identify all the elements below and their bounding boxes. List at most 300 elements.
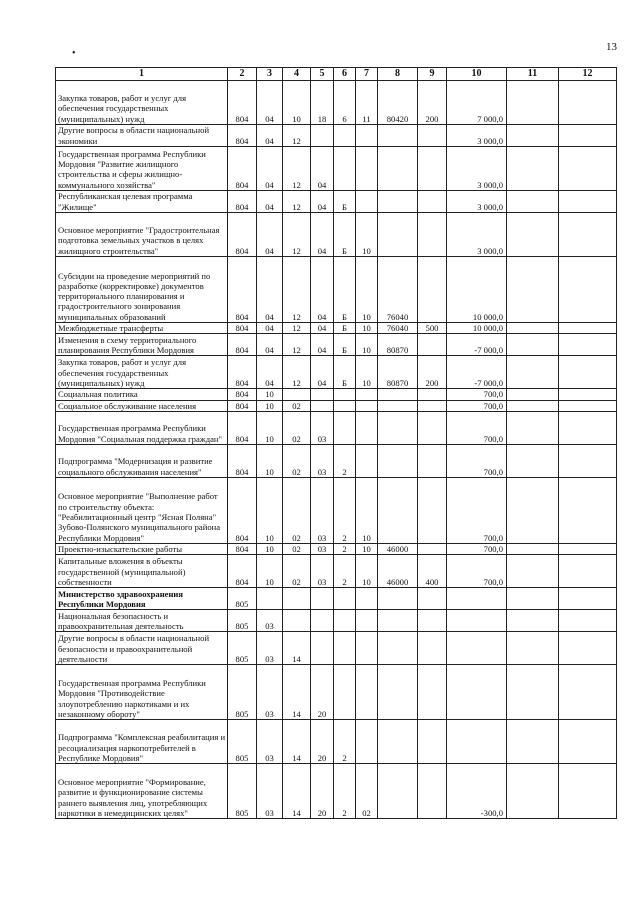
row-cell-c6: 2 bbox=[334, 555, 356, 588]
row-cell-c11 bbox=[507, 411, 559, 444]
table-row bbox=[56, 323, 617, 334]
row-cell-c6 bbox=[334, 665, 356, 720]
row-cell-c8 bbox=[378, 125, 418, 147]
row-cell-c10 bbox=[447, 720, 507, 764]
row-cell-c3: 03 bbox=[257, 610, 283, 632]
row-cell-c12 bbox=[559, 389, 617, 400]
row-cell-c7: 10 bbox=[356, 257, 378, 323]
row-name-cell: Подпрограмма "Модернизация и развитие социального обслуживания населения" bbox=[56, 444, 228, 477]
row-name-cell: Социальное обслуживание населения bbox=[56, 400, 228, 411]
row-cell-c2: 804 bbox=[228, 356, 257, 389]
row-cell-c9: 200 bbox=[418, 81, 447, 125]
row-cell-c6 bbox=[334, 389, 356, 400]
row-cell-c6 bbox=[334, 400, 356, 411]
row-cell-c8 bbox=[378, 720, 418, 764]
row-cell-c10: 700,0 bbox=[447, 444, 507, 477]
row-cell-c5 bbox=[311, 588, 334, 610]
row-cell-c7: 10 bbox=[356, 477, 378, 543]
row-cell-c7 bbox=[356, 389, 378, 400]
row-cell-c3: 10 bbox=[257, 411, 283, 444]
row-cell-c4: 02 bbox=[283, 543, 311, 554]
row-cell-c12 bbox=[559, 632, 617, 665]
table-row bbox=[56, 444, 617, 477]
row-cell-c10: 3 000,0 bbox=[447, 213, 507, 257]
row-cell-c3: 04 bbox=[257, 356, 283, 389]
row-cell-c5 bbox=[311, 400, 334, 411]
row-cell-c4: 12 bbox=[283, 213, 311, 257]
row-cell-c12 bbox=[559, 764, 617, 819]
table-row bbox=[56, 334, 617, 356]
row-cell-c6: Б bbox=[334, 356, 356, 389]
header-cell: 3 bbox=[257, 68, 283, 81]
row-name-cell: Другие вопросы в области национальной безопасности и правоохранительной деятельности bbox=[56, 632, 228, 665]
row-cell-c3: 04 bbox=[257, 323, 283, 334]
row-cell-c3: 04 bbox=[257, 125, 283, 147]
row-cell-c9 bbox=[418, 257, 447, 323]
row-cell-c7: 11 bbox=[356, 81, 378, 125]
row-cell-c3: 04 bbox=[257, 191, 283, 213]
row-cell-c5: 03 bbox=[311, 555, 334, 588]
row-cell-c9 bbox=[418, 543, 447, 554]
row-cell-c6: 2 bbox=[334, 764, 356, 819]
row-cell-c9: 200 bbox=[418, 356, 447, 389]
row-cell-c10 bbox=[447, 632, 507, 665]
row-cell-c6 bbox=[334, 411, 356, 444]
row-cell-c11 bbox=[507, 147, 559, 191]
row-cell-c9 bbox=[418, 610, 447, 632]
row-cell-c9 bbox=[418, 400, 447, 411]
row-cell-c7: 10 bbox=[356, 323, 378, 334]
table-header-row bbox=[56, 68, 617, 81]
table-row bbox=[56, 191, 617, 213]
header-cell: 7 bbox=[356, 68, 378, 81]
row-cell-c2: 804 bbox=[228, 323, 257, 334]
row-cell-c4 bbox=[283, 588, 311, 610]
row-cell-c11 bbox=[507, 356, 559, 389]
row-cell-c2: 805 bbox=[228, 632, 257, 665]
row-cell-c9 bbox=[418, 334, 447, 356]
row-cell-c2: 804 bbox=[228, 147, 257, 191]
row-cell-c8: 46000 bbox=[378, 555, 418, 588]
row-cell-c7: 10 bbox=[356, 334, 378, 356]
row-cell-c2: 804 bbox=[228, 125, 257, 147]
row-cell-c10: -300,0 bbox=[447, 764, 507, 819]
row-cell-c5: 04 bbox=[311, 356, 334, 389]
row-cell-c11 bbox=[507, 665, 559, 720]
row-cell-c5: 04 bbox=[311, 257, 334, 323]
row-cell-c6: 2 bbox=[334, 477, 356, 543]
row-cell-c6: 2 bbox=[334, 720, 356, 764]
table-row bbox=[56, 213, 617, 257]
header-cell: 6 bbox=[334, 68, 356, 81]
row-cell-c8 bbox=[378, 588, 418, 610]
header-cell: 1 bbox=[56, 68, 228, 81]
row-cell-c3: 10 bbox=[257, 555, 283, 588]
table-row bbox=[56, 411, 617, 444]
row-cell-c12 bbox=[559, 81, 617, 125]
row-cell-c7 bbox=[356, 665, 378, 720]
row-cell-c11 bbox=[507, 764, 559, 819]
row-cell-c9 bbox=[418, 632, 447, 665]
row-cell-c10: 3 000,0 bbox=[447, 125, 507, 147]
row-cell-c10: 700,0 bbox=[447, 411, 507, 444]
row-cell-c2: 804 bbox=[228, 191, 257, 213]
row-cell-c5: 20 bbox=[311, 665, 334, 720]
row-cell-c3: 10 bbox=[257, 477, 283, 543]
row-cell-c3: 04 bbox=[257, 81, 283, 125]
row-cell-c4 bbox=[283, 610, 311, 632]
table-row bbox=[56, 400, 617, 411]
row-cell-c4: 12 bbox=[283, 334, 311, 356]
table-row bbox=[56, 81, 617, 125]
row-cell-c9 bbox=[418, 389, 447, 400]
row-cell-c9 bbox=[418, 147, 447, 191]
row-name-cell: Проектно-изыскательские работы bbox=[56, 543, 228, 554]
row-cell-c11 bbox=[507, 543, 559, 554]
row-cell-c7 bbox=[356, 147, 378, 191]
row-cell-c2: 804 bbox=[228, 477, 257, 543]
row-cell-c8 bbox=[378, 411, 418, 444]
row-cell-c7 bbox=[356, 411, 378, 444]
row-cell-c6: 2 bbox=[334, 543, 356, 554]
row-cell-c8: 76040 bbox=[378, 257, 418, 323]
row-cell-c2: 804 bbox=[228, 257, 257, 323]
row-cell-c7: 10 bbox=[356, 543, 378, 554]
row-cell-c11 bbox=[507, 257, 559, 323]
row-cell-c10: 700,0 bbox=[447, 543, 507, 554]
row-cell-c6: 6 bbox=[334, 81, 356, 125]
row-cell-c6: Б bbox=[334, 334, 356, 356]
row-cell-c3: 04 bbox=[257, 257, 283, 323]
row-cell-c10: -7 000,0 bbox=[447, 356, 507, 389]
row-cell-c9 bbox=[418, 191, 447, 213]
row-cell-c11 bbox=[507, 191, 559, 213]
row-cell-c12 bbox=[559, 191, 617, 213]
row-name-cell: Социальная политика bbox=[56, 389, 228, 400]
budget-table bbox=[55, 67, 617, 819]
row-cell-c2: 805 bbox=[228, 610, 257, 632]
row-cell-c8: 80870 bbox=[378, 356, 418, 389]
row-cell-c4: 02 bbox=[283, 400, 311, 411]
row-cell-c6: Б bbox=[334, 213, 356, 257]
table-row bbox=[56, 125, 617, 147]
row-cell-c12 bbox=[559, 323, 617, 334]
row-cell-c4: 12 bbox=[283, 356, 311, 389]
row-cell-c5 bbox=[311, 632, 334, 665]
row-cell-c2: 805 bbox=[228, 720, 257, 764]
row-cell-c5: 03 bbox=[311, 411, 334, 444]
row-cell-c11 bbox=[507, 400, 559, 411]
row-cell-c8 bbox=[378, 389, 418, 400]
row-name-cell: Подпрограмма "Комплексная реабилитация и ресоциализация наркопотребителей в Республике Мордовия" bbox=[56, 720, 228, 764]
row-cell-c6: Б bbox=[334, 257, 356, 323]
row-cell-c3: 03 bbox=[257, 764, 283, 819]
row-cell-c3: 10 bbox=[257, 444, 283, 477]
row-name-cell: Закупка товаров, работ и услуг для обеспечения государственных (муниципальных) нужд bbox=[56, 81, 228, 125]
row-cell-c10: 700,0 bbox=[447, 389, 507, 400]
row-cell-c9 bbox=[418, 665, 447, 720]
row-cell-c5: 04 bbox=[311, 213, 334, 257]
row-cell-c5: 04 bbox=[311, 334, 334, 356]
row-cell-c8: 80870 bbox=[378, 334, 418, 356]
row-cell-c12 bbox=[559, 334, 617, 356]
row-cell-c9 bbox=[418, 477, 447, 543]
row-cell-c8: 46000 bbox=[378, 543, 418, 554]
row-cell-c11 bbox=[507, 125, 559, 147]
row-name-cell: Закупка товаров, работ и услуг для обеспечения государственных (муниципальных) нужд bbox=[56, 356, 228, 389]
row-cell-c5: 03 bbox=[311, 477, 334, 543]
table-row bbox=[56, 720, 617, 764]
row-cell-c10: 700,0 bbox=[447, 477, 507, 543]
header-cell: 11 bbox=[507, 68, 559, 81]
row-cell-c9 bbox=[418, 444, 447, 477]
row-cell-c2: 805 bbox=[228, 588, 257, 610]
row-cell-c5: 03 bbox=[311, 543, 334, 554]
row-cell-c8 bbox=[378, 632, 418, 665]
row-cell-c8 bbox=[378, 665, 418, 720]
row-cell-c2: 804 bbox=[228, 81, 257, 125]
row-cell-c11 bbox=[507, 334, 559, 356]
row-cell-c5: 20 bbox=[311, 764, 334, 819]
header-cell: 4 bbox=[283, 68, 311, 81]
row-cell-c8 bbox=[378, 213, 418, 257]
row-cell-c2: 805 bbox=[228, 764, 257, 819]
row-cell-c7 bbox=[356, 610, 378, 632]
row-cell-c3: 03 bbox=[257, 632, 283, 665]
row-cell-c11 bbox=[507, 610, 559, 632]
row-cell-c5: 04 bbox=[311, 323, 334, 334]
row-cell-c10: 7 000,0 bbox=[447, 81, 507, 125]
row-name-cell: Республиканская целевая программа "Жилище" bbox=[56, 191, 228, 213]
header-cell: 12 bbox=[559, 68, 617, 81]
row-cell-c4: 02 bbox=[283, 555, 311, 588]
row-cell-c12 bbox=[559, 543, 617, 554]
row-cell-c8 bbox=[378, 444, 418, 477]
row-cell-c8 bbox=[378, 147, 418, 191]
row-cell-c5: 20 bbox=[311, 720, 334, 764]
row-name-cell: Государственная программа Республики Мордовия "Социальная поддержка граждан" bbox=[56, 411, 228, 444]
row-cell-c7 bbox=[356, 444, 378, 477]
table-row bbox=[56, 764, 617, 819]
row-cell-c9: 500 bbox=[418, 323, 447, 334]
row-cell-c8 bbox=[378, 477, 418, 543]
row-cell-c8 bbox=[378, 610, 418, 632]
row-cell-c10: 10 000,0 bbox=[447, 323, 507, 334]
row-cell-c8: 80420 bbox=[378, 81, 418, 125]
table-row bbox=[56, 543, 617, 554]
row-cell-c3: 03 bbox=[257, 720, 283, 764]
row-cell-c12 bbox=[559, 356, 617, 389]
row-cell-c10: 700,0 bbox=[447, 555, 507, 588]
row-cell-c10: 3 000,0 bbox=[447, 191, 507, 213]
header-cell: 10 bbox=[447, 68, 507, 81]
row-cell-c7 bbox=[356, 191, 378, 213]
row-cell-c10 bbox=[447, 588, 507, 610]
row-cell-c4: 12 bbox=[283, 147, 311, 191]
row-name-cell: Основное мероприятие "Выполнение работ по строительству объекта: "Реабилитационный центр "Ясная Поляна" Зубово-Полянского муниципального района Республики Мордовия" bbox=[56, 477, 228, 543]
row-cell-c3 bbox=[257, 588, 283, 610]
row-cell-c3: 04 bbox=[257, 213, 283, 257]
row-cell-c2: 804 bbox=[228, 444, 257, 477]
row-cell-c9 bbox=[418, 411, 447, 444]
row-cell-c12 bbox=[559, 610, 617, 632]
row-cell-c3: 10 bbox=[257, 400, 283, 411]
table-row bbox=[56, 665, 617, 720]
row-cell-c2: 804 bbox=[228, 411, 257, 444]
header-cell: 2 bbox=[228, 68, 257, 81]
row-cell-c2: 804 bbox=[228, 389, 257, 400]
row-cell-c5 bbox=[311, 610, 334, 632]
row-cell-c4: 02 bbox=[283, 477, 311, 543]
row-cell-c12 bbox=[559, 588, 617, 610]
header-cell: 9 bbox=[418, 68, 447, 81]
row-name-cell: Изменения в схему территориального планирования Республики Мордовия bbox=[56, 334, 228, 356]
row-cell-c6 bbox=[334, 147, 356, 191]
row-cell-c11 bbox=[507, 477, 559, 543]
row-cell-c10: -7 000,0 bbox=[447, 334, 507, 356]
row-cell-c10: 3 000,0 bbox=[447, 147, 507, 191]
row-cell-c4: 14 bbox=[283, 764, 311, 819]
row-cell-c11 bbox=[507, 81, 559, 125]
row-cell-c4: 02 bbox=[283, 411, 311, 444]
row-cell-c8 bbox=[378, 764, 418, 819]
row-cell-c11 bbox=[507, 323, 559, 334]
row-cell-c11 bbox=[507, 588, 559, 610]
row-cell-c8 bbox=[378, 400, 418, 411]
row-name-cell: Национальная безопасность и правоохранительная деятельность bbox=[56, 610, 228, 632]
table-row bbox=[56, 555, 617, 588]
row-cell-c7 bbox=[356, 400, 378, 411]
row-cell-c11 bbox=[507, 389, 559, 400]
row-cell-c8 bbox=[378, 191, 418, 213]
row-cell-c11 bbox=[507, 720, 559, 764]
row-cell-c12 bbox=[559, 720, 617, 764]
row-cell-c3: 04 bbox=[257, 334, 283, 356]
row-cell-c5: 04 bbox=[311, 147, 334, 191]
row-cell-c2: 805 bbox=[228, 665, 257, 720]
row-cell-c7: 10 bbox=[356, 356, 378, 389]
row-cell-c6 bbox=[334, 125, 356, 147]
row-cell-c8: 76040 bbox=[378, 323, 418, 334]
table-row bbox=[56, 356, 617, 389]
row-cell-c7 bbox=[356, 588, 378, 610]
row-name-cell: Межбюджетные трансферты bbox=[56, 323, 228, 334]
row-cell-c12 bbox=[559, 213, 617, 257]
row-cell-c7: 10 bbox=[356, 213, 378, 257]
row-cell-c11 bbox=[507, 632, 559, 665]
row-cell-c12 bbox=[559, 444, 617, 477]
row-cell-c5 bbox=[311, 125, 334, 147]
table-row bbox=[56, 477, 617, 543]
row-cell-c3: 10 bbox=[257, 543, 283, 554]
row-cell-c11 bbox=[507, 444, 559, 477]
row-cell-c12 bbox=[559, 665, 617, 720]
row-cell-c3: 03 bbox=[257, 665, 283, 720]
row-cell-c9 bbox=[418, 125, 447, 147]
row-cell-c12 bbox=[559, 411, 617, 444]
row-cell-c5: 03 bbox=[311, 444, 334, 477]
row-cell-c6: Б bbox=[334, 191, 356, 213]
table-row bbox=[56, 147, 617, 191]
row-cell-c10: 700,0 bbox=[447, 400, 507, 411]
row-cell-c3: 04 bbox=[257, 147, 283, 191]
page-number: 13 bbox=[606, 41, 617, 53]
row-name-cell: Государственная программа Республики Мордовия "Противодействие злоупотреблению наркотиками и их незаконному обороту" bbox=[56, 665, 228, 720]
row-name-cell: Государственная программа Республики Мордовия "Развитие жилищного строительства и сферы жилищно-коммунального хозяйства" bbox=[56, 147, 228, 191]
row-cell-c3: 10 bbox=[257, 389, 283, 400]
row-cell-c12 bbox=[559, 257, 617, 323]
row-cell-c9 bbox=[418, 764, 447, 819]
row-cell-c12 bbox=[559, 555, 617, 588]
row-name-cell: Капитальные вложения в объекты государственной (муниципальной) собственности bbox=[56, 555, 228, 588]
row-cell-c12 bbox=[559, 125, 617, 147]
row-cell-c4: 12 bbox=[283, 257, 311, 323]
row-cell-c2: 804 bbox=[228, 334, 257, 356]
row-cell-c12 bbox=[559, 400, 617, 411]
row-cell-c5: 18 bbox=[311, 81, 334, 125]
table-row bbox=[56, 588, 617, 610]
row-cell-c9 bbox=[418, 588, 447, 610]
row-cell-c4: 14 bbox=[283, 665, 311, 720]
row-cell-c9 bbox=[418, 213, 447, 257]
header-cell: 8 bbox=[378, 68, 418, 81]
row-cell-c6: 2 bbox=[334, 444, 356, 477]
row-cell-c4: 14 bbox=[283, 720, 311, 764]
row-cell-c11 bbox=[507, 555, 559, 588]
row-cell-c4: 12 bbox=[283, 125, 311, 147]
row-name-cell: Основное мероприятие "Градостроительная подготовка земельных участков в целях жилищного строительства" bbox=[56, 213, 228, 257]
row-cell-c12 bbox=[559, 477, 617, 543]
row-name-cell: Другие вопросы в области национальной экономики bbox=[56, 125, 228, 147]
row-cell-c4 bbox=[283, 389, 311, 400]
row-cell-c10 bbox=[447, 665, 507, 720]
row-cell-c6 bbox=[334, 632, 356, 665]
row-cell-c6 bbox=[334, 588, 356, 610]
row-cell-c12 bbox=[559, 147, 617, 191]
row-cell-c6 bbox=[334, 610, 356, 632]
row-cell-c7 bbox=[356, 632, 378, 665]
row-cell-c4: 02 bbox=[283, 444, 311, 477]
table-row bbox=[56, 610, 617, 632]
row-cell-c7 bbox=[356, 125, 378, 147]
row-cell-c2: 804 bbox=[228, 400, 257, 411]
row-name-cell: Министерство здравоохранения Республики Мордовия bbox=[56, 588, 228, 610]
table-row bbox=[56, 257, 617, 323]
row-cell-c11 bbox=[507, 213, 559, 257]
row-cell-c5 bbox=[311, 389, 334, 400]
page-mark: • bbox=[72, 48, 76, 59]
row-cell-c4: 14 bbox=[283, 632, 311, 665]
table-row bbox=[56, 389, 617, 400]
row-cell-c6: Б bbox=[334, 323, 356, 334]
row-cell-c9 bbox=[418, 720, 447, 764]
header-cell: 5 bbox=[311, 68, 334, 81]
row-name-cell: Основное мероприятие "Формирование, развитие и функционирование системы раннего выявления лиц, употребляющих наркотики в немедицинских целях" bbox=[56, 764, 228, 819]
row-cell-c7 bbox=[356, 720, 378, 764]
table-row bbox=[56, 632, 617, 665]
row-cell-c4: 12 bbox=[283, 191, 311, 213]
row-cell-c5: 04 bbox=[311, 191, 334, 213]
row-cell-c2: 804 bbox=[228, 543, 257, 554]
row-cell-c10 bbox=[447, 610, 507, 632]
row-cell-c7: 10 bbox=[356, 555, 378, 588]
row-cell-c4: 12 bbox=[283, 323, 311, 334]
row-cell-c7: 02 bbox=[356, 764, 378, 819]
row-cell-c9: 400 bbox=[418, 555, 447, 588]
row-cell-c4: 10 bbox=[283, 81, 311, 125]
row-cell-c2: 804 bbox=[228, 555, 257, 588]
row-name-cell: Субсидии на проведение мероприятий по разработке (корректировке) документов территориального планирования и градостроительного зонирования муниципальных образований bbox=[56, 257, 228, 323]
